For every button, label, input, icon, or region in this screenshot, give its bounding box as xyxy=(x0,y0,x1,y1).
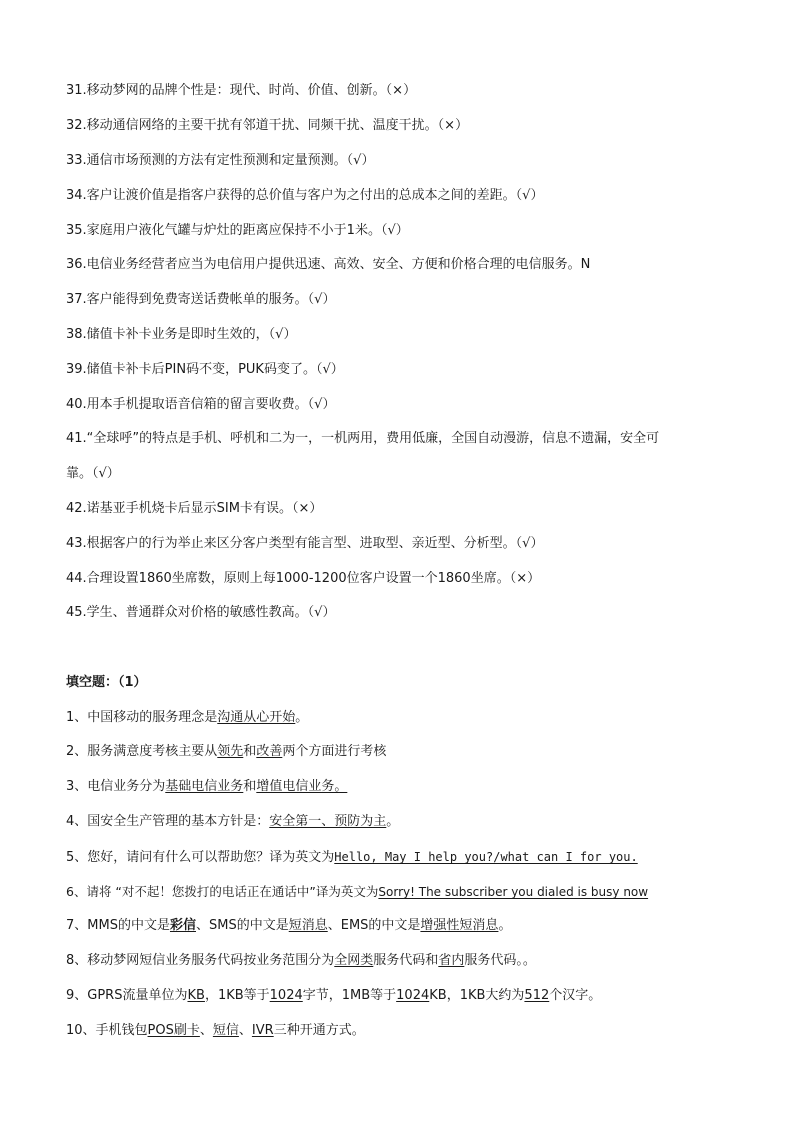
q6-answer: Sorry! The subscriber you dialed is busy now xyxy=(378,885,649,899)
q2-text-c: 两个方面进行考核 xyxy=(282,744,387,759)
q10-answer-3: IVR xyxy=(251,1023,274,1038)
q9-text-a: 9、GPRS流量单位为 xyxy=(66,988,188,1003)
tf-item-34: 34.客户让渡价值是指客户获得的总价值与客户为之付出的总成本之间的差距。（√） xyxy=(66,188,544,203)
fill-item-10 xyxy=(66,1022,740,1040)
q10-text-a: 10、手机钱包 xyxy=(66,1023,148,1038)
q9-text-c: 字节，1MB等于 xyxy=(302,988,397,1003)
q7-answer-1: 彩信 xyxy=(169,918,196,933)
q1-answer: 沟通从心开始 xyxy=(217,710,296,725)
fill-item-8 xyxy=(66,952,740,970)
tf-item-44: 44.合理设置1860坐席数，原则上每1000-1200位客户设置一个1860坐席。（×） xyxy=(66,571,541,586)
q5-text: 5、您好，请问有什么可以帮助您？译为英文为 xyxy=(66,850,335,865)
q10-sep-1: 、 xyxy=(199,1023,213,1038)
q9-answer-3: 1024 xyxy=(396,988,430,1003)
q10-answer-1: POS刷卡 xyxy=(147,1023,200,1038)
fill-item-6 xyxy=(66,883,740,901)
fill-item-5 xyxy=(66,848,740,867)
q9-text-b: ，1KB等于 xyxy=(204,988,270,1003)
tf-item-36: 36.电信业务经营者应当为电信用户提供迅速、高效、安全、方便和价格合理的电信服务。N xyxy=(66,257,591,272)
q4-text-a: 4、国安全生产管理的基本方针是： xyxy=(66,814,270,829)
q4-text-b: 。 xyxy=(386,814,400,829)
tf-item-33: 33.通信市场预测的方法有定性预测和定量预测。（√） xyxy=(66,153,375,168)
q2-text-b: 和 xyxy=(243,744,257,759)
q10-text-b: 三种开通方式。 xyxy=(273,1023,365,1038)
tf-item-31: 31.移动梦网的品牌个性是：现代、时尚、价值、创新。（×） xyxy=(66,83,417,98)
q7-answer-2: 短消息 xyxy=(288,918,328,933)
q10-answer-2: 短信 xyxy=(212,1023,239,1038)
q7-text-c: 、EMS的中文是 xyxy=(327,918,421,933)
fill-item-7 xyxy=(66,917,740,935)
q7-text-d: 。 xyxy=(498,918,512,933)
tf-item-42: 42.诺基亚手机烧卡后显示SIM卡有误。（×） xyxy=(66,501,323,516)
q10-sep-2: 、 xyxy=(238,1023,252,1038)
q9-text-e: 个汉字。 xyxy=(549,988,602,1003)
q3-text-a: 3、电信业务分为 xyxy=(66,779,166,794)
q5-answer: Hello, May I help you?/what can I for you. xyxy=(334,850,638,864)
q8-answer-2: 省内 xyxy=(438,953,465,968)
q3-text-b: 和 xyxy=(243,779,257,794)
q2-answer-2: 改善 xyxy=(256,744,283,759)
q6-text: 6、请将 “对不起！您拨打的电话正在通话中”译为英文为 xyxy=(66,884,379,899)
tf-item-32: 32.移动通信网络的主要干扰有邻道干扰、同频干扰、温度干扰。（×） xyxy=(66,118,469,133)
tf-item-38: 38.储值卡补卡业务是即时生效的，（√） xyxy=(66,327,297,342)
q3-answer-2: 增值电信业务。 xyxy=(256,779,348,794)
tf-item-41: 41.“全球呼”的特点是手机、呼机和二为一，一机两用，费用低廉，全国自动漫游，信息不遗漏，安全可 xyxy=(66,431,660,446)
q3-answer-1: 基础电信业务 xyxy=(165,779,244,794)
q7-text-b: 、SMS的中文是 xyxy=(195,918,289,933)
q8-text-a: 8、移动梦网短信业务服务代码按业务范围分为 xyxy=(66,953,335,968)
tf-item-37: 37.客户能得到免费寄送话费帐单的服务。（√） xyxy=(66,292,336,307)
tf-item-39: 39.储值卡补卡后PIN码不变，PUK码变了。（√） xyxy=(66,362,344,377)
tf-item-40: 40.用本手机提取语音信箱的留言要收费。（√） xyxy=(66,397,336,412)
q7-answer-3: 增强性短消息 xyxy=(420,918,499,933)
q8-text-c: 服务代码。。 xyxy=(464,953,536,968)
tf-item-43: 43.根据客户的行为举止来区分客户类型有能言型、进取型、亲近型、分析型。（√） xyxy=(66,536,544,551)
q4-answer: 安全第一、预防为主 xyxy=(269,814,387,829)
fill-item-3 xyxy=(66,778,740,796)
fill-item-9 xyxy=(66,987,740,1005)
q9-answer-1: KB xyxy=(187,988,205,1003)
fill-item-1 xyxy=(66,709,740,727)
q1-text-b: 。 xyxy=(295,710,309,725)
q8-answer-1: 全网类 xyxy=(334,953,374,968)
tf-item-41-cont: 靠。（√） xyxy=(66,466,120,481)
q9-text-d: KB，1KB大约为 xyxy=(429,988,525,1003)
q2-answer-1: 领先 xyxy=(217,744,244,759)
q9-answer-4: 512 xyxy=(524,988,550,1003)
tf-item-35: 35.家庭用户液化气罐与炉灶的距离应保持不小于1米。（√） xyxy=(66,223,409,238)
fill-item-2 xyxy=(66,743,740,761)
q9-answer-2: 1024 xyxy=(269,988,303,1003)
fill-item-4 xyxy=(66,813,740,831)
fill-section-title: 填空题：（1） xyxy=(66,675,147,690)
q1-text-a: 1、中国移动的服务理念是 xyxy=(66,710,218,725)
q7-text-a: 7、MMS的中文是 xyxy=(66,918,170,933)
q2-text-a: 2、服务满意度考核主要从 xyxy=(66,744,218,759)
q8-text-b: 服务代码和 xyxy=(373,953,439,968)
tf-item-45: 45.学生、普通群众对价格的敏感性教高。（√） xyxy=(66,605,336,620)
